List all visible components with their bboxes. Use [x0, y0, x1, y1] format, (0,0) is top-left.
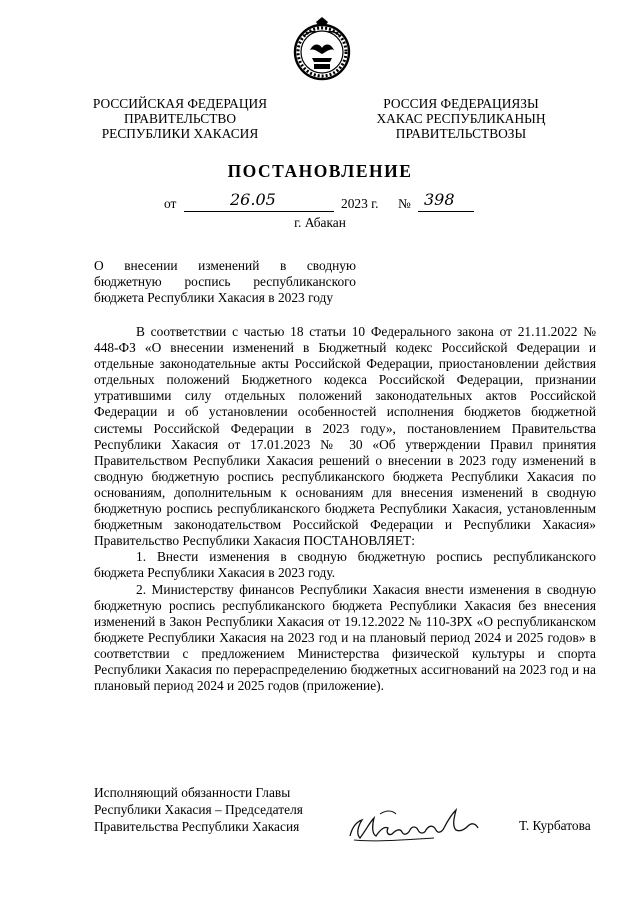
header-left — [88, 96, 272, 141]
document-number: 398 — [424, 190, 455, 209]
number-sign: № — [398, 196, 411, 211]
document-body — [94, 324, 596, 694]
number-underline — [418, 211, 474, 212]
subject-line: бюджета Республики Хакасия в 2023 году — [94, 290, 334, 305]
item-2-paragraph: 2. Министерству финансов Республики Хакасия внести изменения в сводную бюджетную роспись республиканского бюджета Республики Хакасия без внесения изменений в Закон Республики Хакасия от 19.12.2022 № 110-ЗРХ «О республиканском бюджете Республики Хакасия на 2023 год и на плановый период 2024 и 2025 годов» в соответствии с предложением Министерства физической культуры и спорта Республики Хакасия по перераспределению бюджетных ассигнований на 2023 год и на плановый период 2024 и 2025 годов (приложение). — [94, 581, 596, 694]
position-line: Республики Хакасия – Председателя — [94, 802, 303, 817]
date-underline — [184, 211, 334, 212]
signatory-position — [94, 784, 303, 835]
city: г. Абакан — [294, 215, 346, 230]
signer-name: Т. Курбатова — [519, 818, 591, 833]
document-title: ПОСТАНОВЛЕНИЕ — [227, 161, 413, 181]
subject-line: бюджетную роспись республиканского — [94, 274, 356, 289]
item-1-paragraph: 1. Внести изменения в сводную бюджетную роспись республиканского бюджета Республики Хакасия в 2023 году. — [94, 549, 596, 581]
position-line: Правительства Республики Хакасия — [94, 819, 300, 834]
date-value: 26.05 — [230, 190, 276, 209]
preamble-paragraph: В соответствии с частью 18 статьи 10 Федерального закона от 21.11.2022 № 448-ФЗ «О внесении изменений в Бюджетный кодекс Российской Федерации и отдельные законодательные акты Российской Федерации, приостановлении действия отдельных положений Бюджетного кодекса Российской Федерации, признании утратившими силу отдельных положений законодательных актов Российской Федерации и об установлении особенностей исполнения бюджетов бюджетной системы Российской Федерации в 2023 году», постановлением Правительства Республики Хакасия от 17.01.2023 № 30 «Об утверждении Правил принятия Правительством Республики Хакасия решений о внесении в 2023 году изменений в сводную бюджетную роспись республиканского бюджета Республики Хакасия по основаниям, дополнительным к основаниям для внесения изменений в сводную бюджетную роспись республиканского бюджета Республики Хакасия, установленным бюджетным законодательством Российской Федерации и Республики Хакасия» Правительство Республики Хакасия ПОСТАНОВЛЯЕТ: — [94, 324, 596, 549]
header-right-line: ПРАВИТЕЛЬСТВОЗЫ — [395, 126, 527, 141]
position-line: Исполняющий обязанности Главы — [94, 785, 291, 800]
header-left-line: РЕСПУБЛИКИ ХАКАСИЯ — [101, 126, 259, 141]
header-left-line: РОССИЙСКАЯ ФЕДЕРАЦИЯ — [92, 96, 268, 111]
header-right-line: ХАКАС РЕСПУБЛИКАНЫҢ — [376, 111, 546, 126]
subject-line: О внесении изменений в сводную — [94, 258, 356, 273]
header-left-line: ПРАВИТЕЛЬСТВО — [123, 111, 236, 126]
document-subject — [94, 258, 356, 306]
header-right-line: РОССИЯ ФЕДЕРАЦИЯЗЫ — [383, 96, 539, 111]
coat-of-arms-emblem-icon — [290, 14, 354, 82]
date-prefix: от — [164, 196, 177, 211]
header-right — [372, 96, 550, 141]
handwritten-signature — [344, 800, 494, 848]
date-year: 2023 г. — [341, 196, 379, 211]
